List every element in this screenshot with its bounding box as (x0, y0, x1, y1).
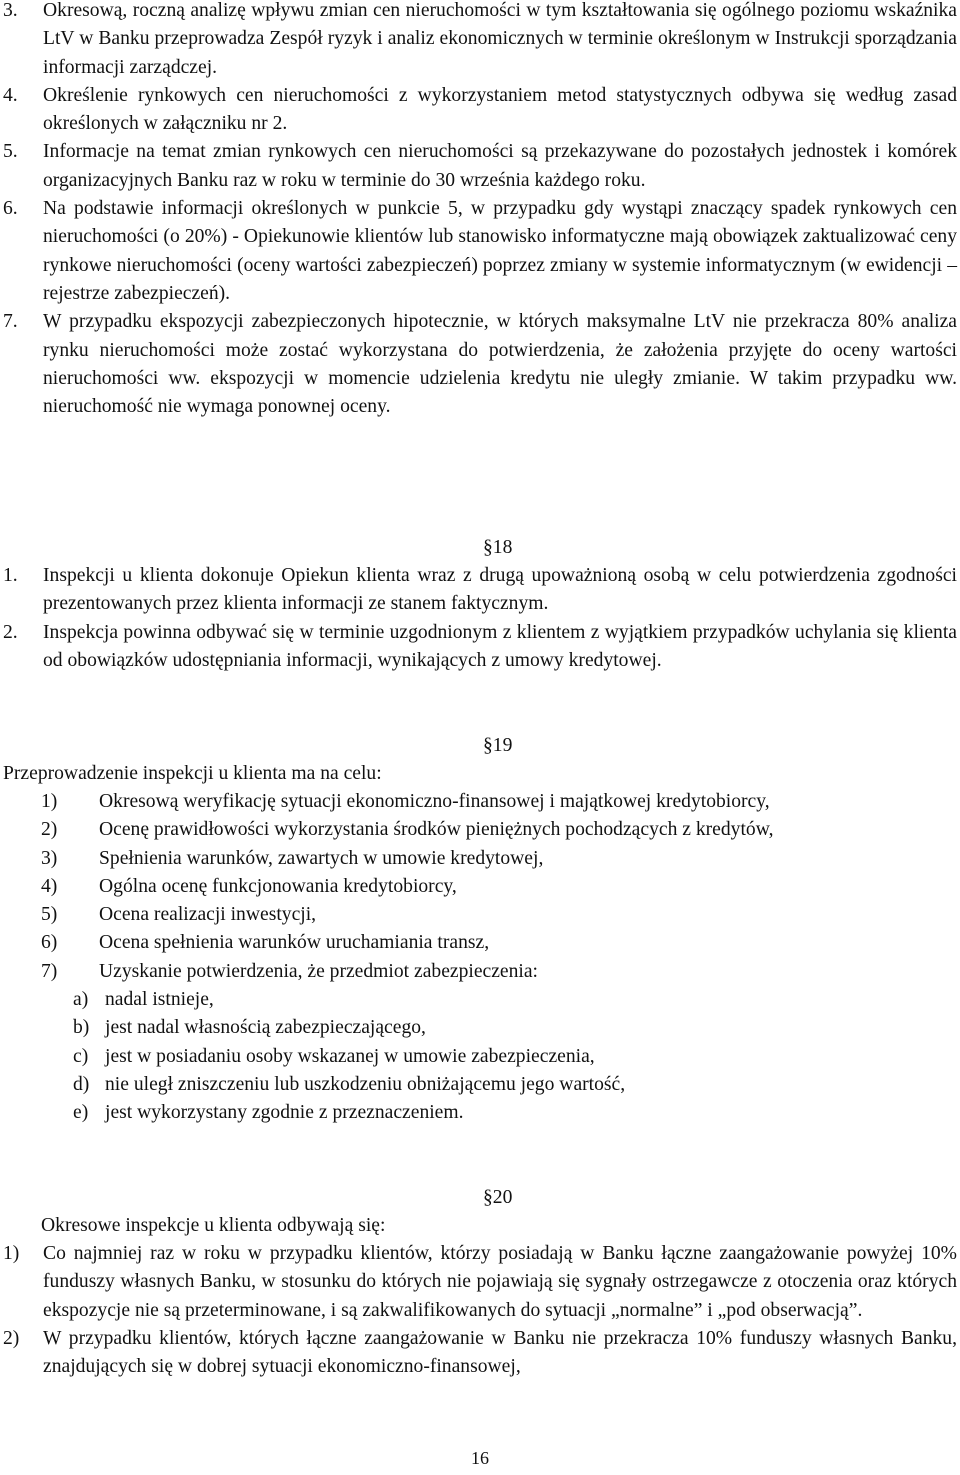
list-item: 4. Określenie rynkowych cen nieruchomości z wykorzystaniem metod statystycznych odbywa się według zasad określonych w załączniku nr 2. (3, 84, 957, 135)
list-item: 4) Ogólna ocenę funkcjonowania kredytobiorcy, (41, 875, 457, 897)
section-19-list (41, 788, 941, 986)
list-item: 1) Okresową weryfikację sytuacji ekonomiczno-finansowej i majątkowej kredytobiorcy, (41, 791, 770, 812)
list-item: e) jest wykorzystany zgodnie z przeznaczeniem. (73, 1102, 464, 1124)
page-number: 16 (471, 1448, 489, 1468)
list-item: 7) Uzyskanie potwierdzenia, że przedmiot zabezpieczenia: (41, 960, 538, 982)
section-20-intro: Okresowe inspekcje u klienta odbywają się: (41, 1215, 386, 1236)
list-item: 2) Ocenę prawidłowości wykorzystania środków pieniężnych pochodzących z kredytów, (41, 819, 774, 841)
list-item: 3) Spełnienia warunków, zawartych w umowie kredytowej, (41, 847, 544, 869)
section-heading-20: §20 (483, 1187, 513, 1208)
list-item: 5) Ocena realizacji inwestycji, (41, 904, 317, 926)
list-item: 5. Informacje na temat zmian rynkowych cen nieruchomości są przekazywane do pozostałych jednostek i komórek organizacyjnych Banku raz w roku w terminie do 30 września każdego roku. (3, 141, 957, 191)
list-item: 3. Okresową, roczną analizę wpływu zmian cen nieruchomości w tym kształtowania się ogólnego poziomu wskaźnika LtV w Banku przeprowadza Zespół ryzyk i analiz ekonomicznych w terminie określonym w Instrukcji sporządzania informacji zarządczej. (3, 0, 957, 78)
section-19-sublist (73, 986, 933, 1127)
section-heading-19: §19 (483, 735, 513, 756)
list-item: 1) Co najmniej raz w roku w przypadku klientów, którzy posiadają w Banku łączne zaangażowanie powyżej 10% funduszy własnych Banku, w stosunku do których nie pojawiają się sygnały ostrzegawcze z otoczenia oraz których ekspozycje nie są przeterminowane, i są zakwalifikowanych do sytuacji „normalne” i „pod obserwacją”. (3, 1243, 957, 1321)
list-item: 1. Inspekcji u klienta dokonuje Opiekun klienta wraz z drugą upoważnioną osobą w celu potwierdzenia zgodności prezentowanych przez klienta informacji ze stanem faktycznym. (3, 565, 957, 615)
section-heading-18: §18 (483, 537, 513, 558)
numbered-list-top (3, 0, 957, 421)
section-18-list (3, 562, 957, 675)
list-item: 6. Na podstawie informacji określonych w punkcie 5, w przypadku gdy wystąpi znaczący spadek rynkowych cen nieruchomości (o 20%) - Opiekunowie klientów lub stanowisko informatyczne mają obowiązek zaktualizować ceny rynkowe nieruchomości (oceny wartości zabezpieczeń) poprzez zmiany w systemie informatycznym (w ewidencji – rejestrze zabezpieczeń). (3, 198, 957, 304)
list-item: 6) Ocena spełnienia warunków uruchamiania transz, (41, 932, 490, 954)
list-item: 7. W przypadku ekspozycji zabezpieczonych hipotecznie, w których maksymalne LtV nie przekracza 80% analiza rynku nieruchomości może zostać wykorzystana do potwierdzenia, że założenia przyjęte do oceny wartości nieruchomości ww. ekspozycji w momencie udzielenia kredytu nie uległy zmianie. W takim przypadku ww. nieruchomość nie wymaga ponownej oceny. (3, 311, 957, 418)
list-item: 2. Inspekcja powinna odbywać się w terminie uzgodnionym z klientem z wyjątkiem przypadków uchylania się klienta od obowiązków udostępniania informacji, wynikających z umowy kredytowej. (3, 621, 957, 671)
section-20-list (3, 1240, 957, 1381)
list-item: d) nie uległ zniszczeniu lub uszkodzeniu obniżającemu jego wartość, (73, 1073, 626, 1095)
list-item: b) jest nadal własnością zabezpieczającego, (73, 1017, 426, 1039)
list-item: a) nadal istnieje, (73, 989, 214, 1010)
list-item: c) jest w posiadaniu osoby wskazanej w umowie zabezpieczenia, (73, 1045, 595, 1067)
section-19-intro: Przeprowadzenie inspekcji u klienta ma na celu: (3, 763, 382, 784)
list-item: 2) W przypadku klientów, których łączne zaangażowanie w Banku nie przekracza 10% funduszy własnych Banku, znajdujących się w dobrej sytuacji ekonomiczno-finansowej, (3, 1327, 957, 1378)
